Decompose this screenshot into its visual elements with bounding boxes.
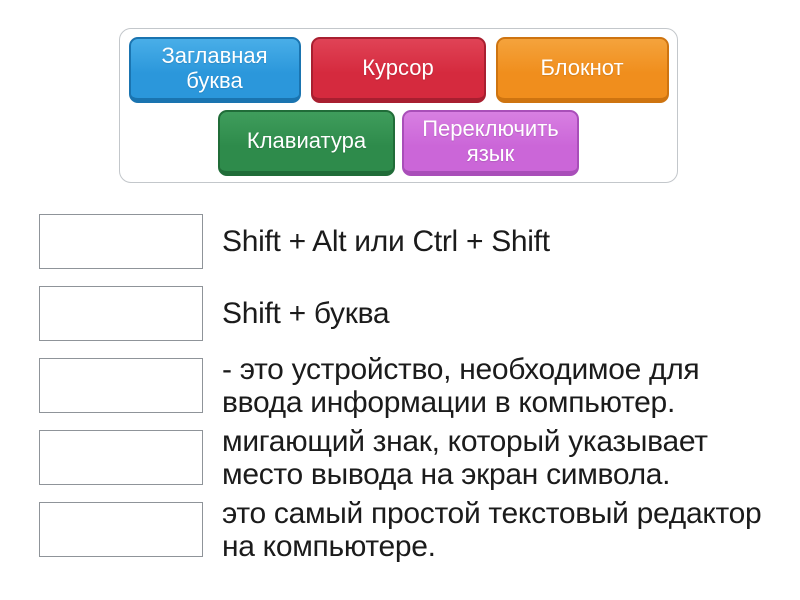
definition-text: - это устройство, необходимое для ввода информации в компьютер. — [222, 352, 700, 419]
word-tile-zaglavnaya-bukva[interactable]: Заглавная буква — [129, 37, 301, 103]
match-row — [39, 214, 778, 269]
definition-text: это самый простой текстовый редактор на компьютере. — [222, 496, 762, 563]
word-tile-pereklyuchit-yazyk[interactable]: Переключить язык — [402, 110, 579, 176]
word-tile-klaviatura[interactable]: Клавиатура — [218, 110, 395, 176]
match-row — [39, 496, 778, 563]
match-row — [39, 286, 778, 341]
definition-text: Shift + Alt или Ctrl + Shift — [222, 225, 550, 258]
word-tile-bloknot[interactable]: Блокнот — [496, 37, 669, 103]
definition-text: Shift + буква — [222, 297, 390, 330]
answer-drop-zone-1[interactable] — [39, 214, 203, 269]
answer-drop-zone-3[interactable] — [39, 358, 203, 413]
word-bank-row-1 — [120, 37, 677, 103]
match-row — [39, 352, 778, 419]
definition-text: мигающий знак, который указывает место вывода на экран символа. — [222, 424, 708, 491]
word-bank — [119, 28, 678, 183]
match-list — [39, 214, 778, 574]
match-row — [39, 424, 778, 491]
answer-drop-zone-5[interactable] — [39, 502, 203, 557]
answer-drop-zone-4[interactable] — [39, 430, 203, 485]
word-bank-row-2 — [120, 110, 677, 176]
answer-drop-zone-2[interactable] — [39, 286, 203, 341]
word-tile-kursor[interactable]: Курсор — [311, 37, 486, 103]
